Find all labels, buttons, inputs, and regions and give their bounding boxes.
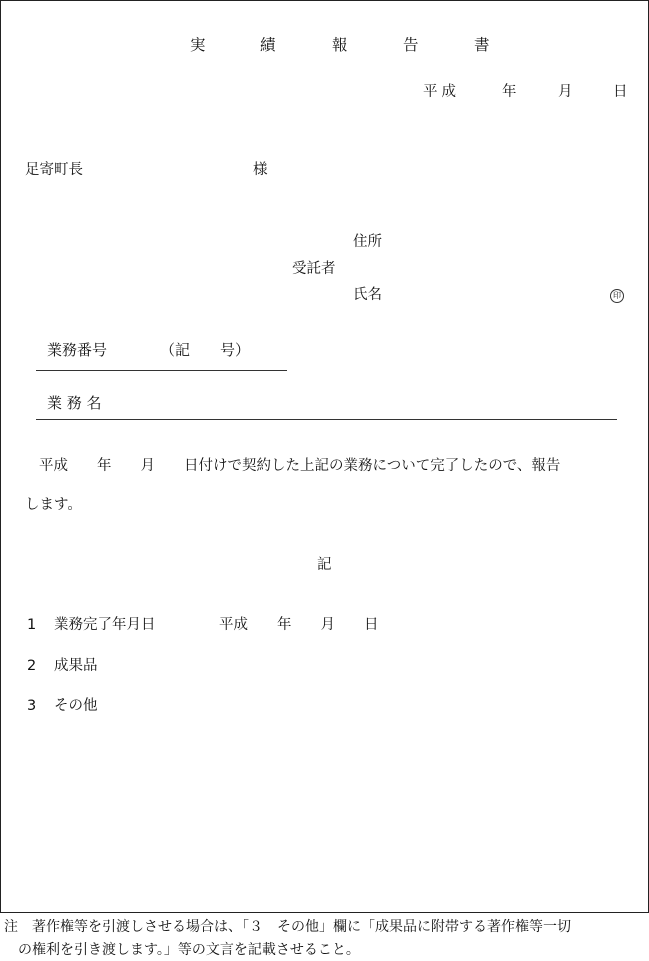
addressee-name: 足寄町長 xyxy=(25,162,83,178)
ki-heading: 記 xyxy=(317,557,332,573)
item-number: 2 xyxy=(27,658,37,674)
date-month: 月 xyxy=(558,84,573,100)
date-era: 平成 xyxy=(423,84,460,100)
item-label: 業務完了年月日 xyxy=(54,617,156,633)
footnote-line-1: 注 著作権等を引渡しさせる場合は、「３ その他」欄に「成果品に附帯する著作権等一切 xyxy=(4,919,571,935)
body-text-line-1: 平成 年 月 日付けで契約した上記の業務について完了したので、報告 xyxy=(39,458,561,474)
footnote-line-2: の権利を引き渡します。」等の文言を記載させること。 xyxy=(18,942,360,958)
item-value: 平成 年 月 日 xyxy=(219,617,379,633)
business-number-label: 業務番号 xyxy=(47,341,108,359)
date-year: 年 xyxy=(502,84,517,100)
item-label: 成果品 xyxy=(54,658,98,674)
address-label: 住所 xyxy=(353,234,382,250)
item-label: その他 xyxy=(54,698,98,714)
business-name-underline xyxy=(36,419,617,420)
body-text-line-2: します。 xyxy=(25,497,82,513)
item-number: 3 xyxy=(27,698,37,714)
business-name-label: 業 務 名 xyxy=(47,394,102,412)
title-char-5: 書 xyxy=(474,36,490,54)
date-day: 日 xyxy=(613,84,628,100)
title-char-4: 告 xyxy=(403,36,419,54)
business-number-note: （記 号） xyxy=(160,341,251,359)
business-number-underline xyxy=(36,370,287,371)
title-char-2: 績 xyxy=(260,36,276,54)
title-char-1: 実 xyxy=(190,36,206,54)
title-char-3: 報 xyxy=(332,36,348,54)
contractor-role: 受託者 xyxy=(292,261,336,277)
item-number: 1 xyxy=(27,617,37,633)
seal-mark-icon: 印 xyxy=(610,289,624,303)
name-label: 氏名 xyxy=(353,287,382,303)
addressee-honorific: 様 xyxy=(253,162,268,178)
